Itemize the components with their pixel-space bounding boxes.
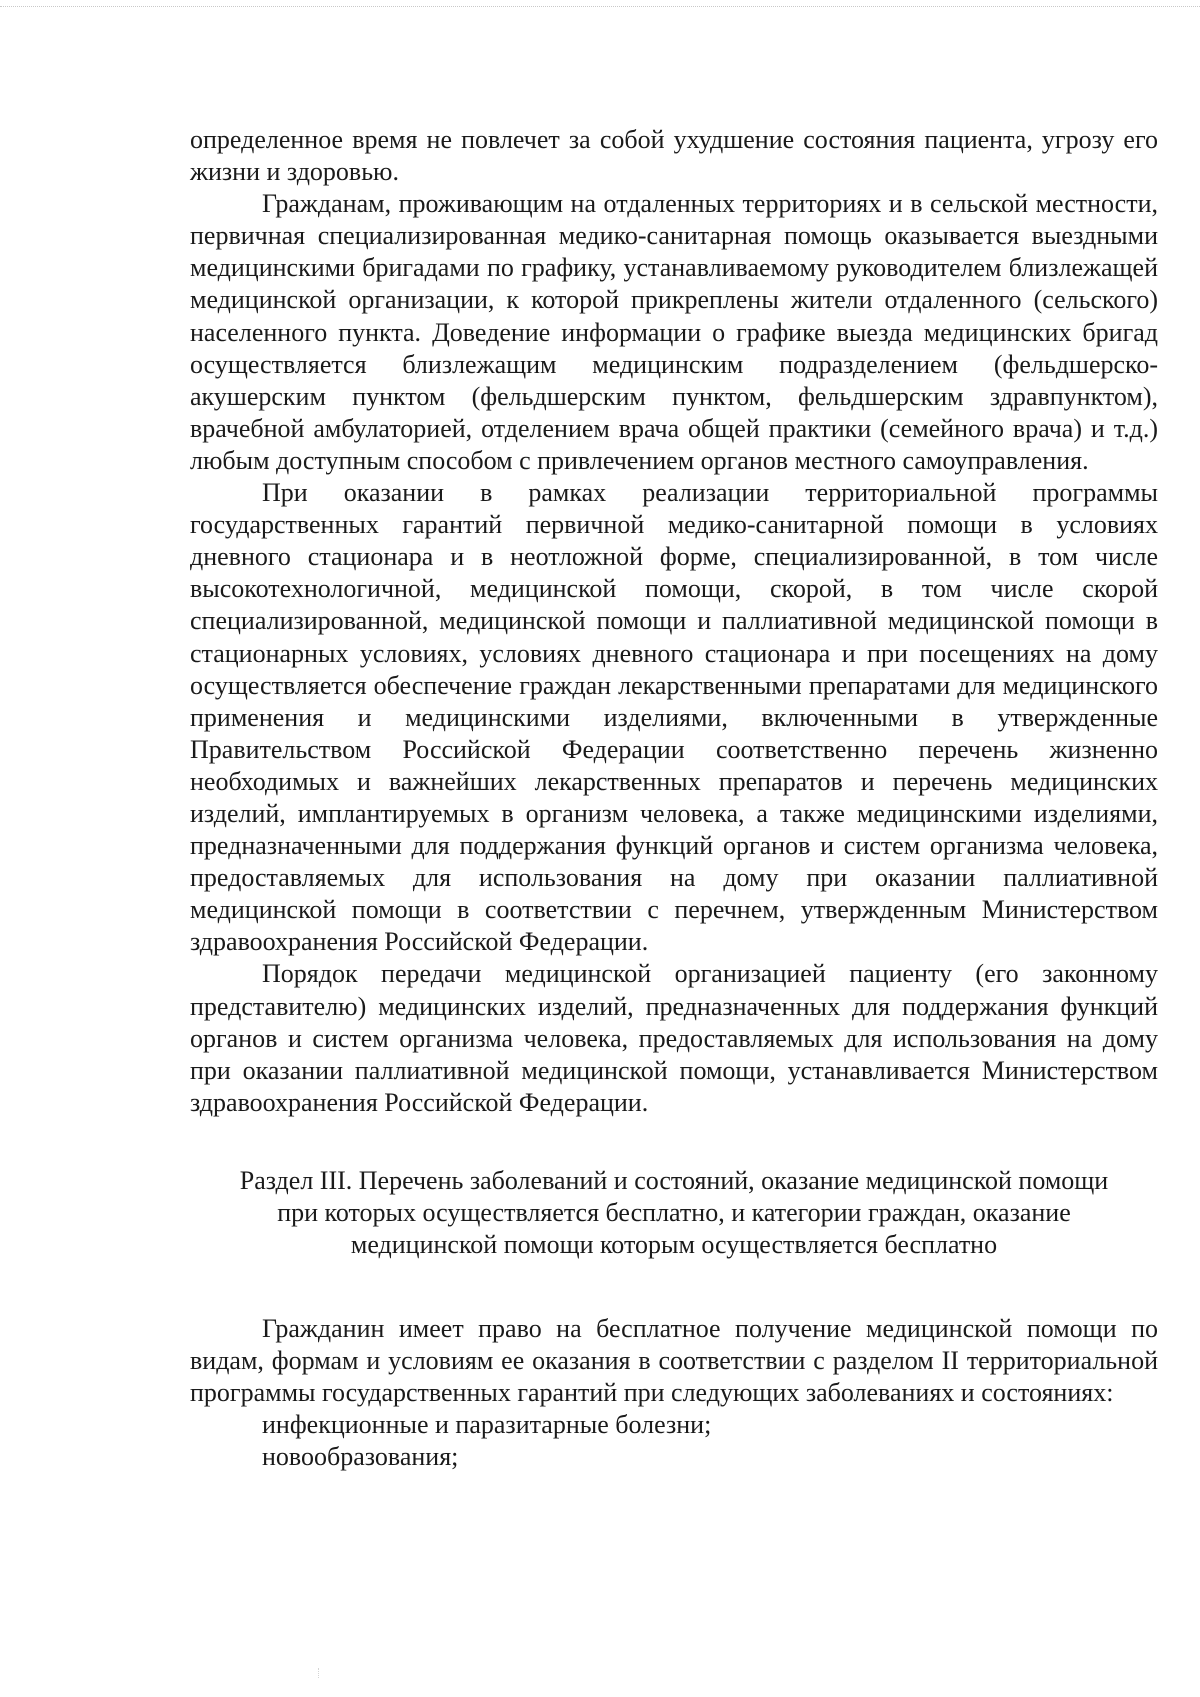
section-heading-line: медицинской помощи которым осуществляется бесплатно <box>350 1229 998 1259</box>
list-item: новообразования; <box>262 1442 459 1472</box>
section-intro-paragraph: Гражданин имеет право на бесплатное получение медицинской помощи по видам, формам и условиям ее оказания в соответствии с разделом II территориальной программы государственных гарантий при следующих заболеваниях и состояниях: <box>190 1313 1158 1408</box>
scan-top-edge <box>0 6 1200 7</box>
disease-list <box>190 1409 1158 1473</box>
continuation-paragraph: определенное время не повлечет за собой ухудшение состояния пациента, угрозу его жизни и здоровью. <box>190 125 1158 187</box>
paragraph-medication-provision: При оказании в рамках реализации территориальной программы государственных гарантий первичной медико-санитарной помощи в условиях дневного стационара и в неотложной форме, специализированной, в том числе высокотехнологичной, медицинской помощи, скорой, в том числе скорой специализированной, медицинской помощи и паллиативной медицинской помощи в стационарных условиях, условиях дневного стационара и при посещениях на дому осуществляется обеспечение граждан лекарственными препаратами для медицинского применения и медицинскими изделиями, включенными в утвержденные Правительством Российской Федерации соответственно перечень жизненно необходимых и важнейших лекарственных препаратов и перечень медицинских изделий, имплантируемых в организм человека, а также медицинскими изделиями, предназначенными для поддержания функций органов и систем организма человека, предоставляемых для использования на дому при оказании паллиативной медицинской помощи в соответствии с перечнем, утвержденным Министерством здравоохранения Российской Федерации. <box>190 478 1158 957</box>
paragraph-remote-territories: Гражданам, проживающим на отдаленных территориях и в сельской местности, первичная специализированная медико-санитарная помощь оказывается выездными медицинскими бригадами по графику, устанавливаемому руководителем близлежащей медицинской организации, к которой прикреплены жители отдаленного (сельского) населенного пункта. Доведение информации о графике выезда медицинских бригад осуществляется близлежащим медицинским подразделением (фельдшерско-акушерским пунктом (фельдшерским пунктом, фельдшерским здравпунктом), врачебной амбулаторией, отделением врача общей практики (семейного врача) и т.д.) любым доступным способом с привлечением органов местного самоуправления. <box>190 189 1158 475</box>
list-item: инфекционные и паразитарные болезни; <box>262 1410 712 1440</box>
section-heading-line: при которых осуществляется бесплатно, и категории граждан, оказание <box>277 1197 1071 1227</box>
section-heading-line: Раздел III. Перечень заболеваний и состояний, оказание медицинской помощи <box>239 1165 1109 1195</box>
section-heading <box>190 1165 1158 1261</box>
paragraph-transfer-procedure: Порядок передачи медицинской организацией пациенту (его законному представителю) медицинских изделий, предназначенных для поддержания функций органов и систем организма человека, предоставляемых для использования на дому при оказании паллиативной медицинской помощи, устанавливается Министерством здравоохранения Российской Федерации. <box>190 959 1158 1117</box>
scan-artifact <box>318 1668 320 1678</box>
document-body <box>190 124 1158 1473</box>
